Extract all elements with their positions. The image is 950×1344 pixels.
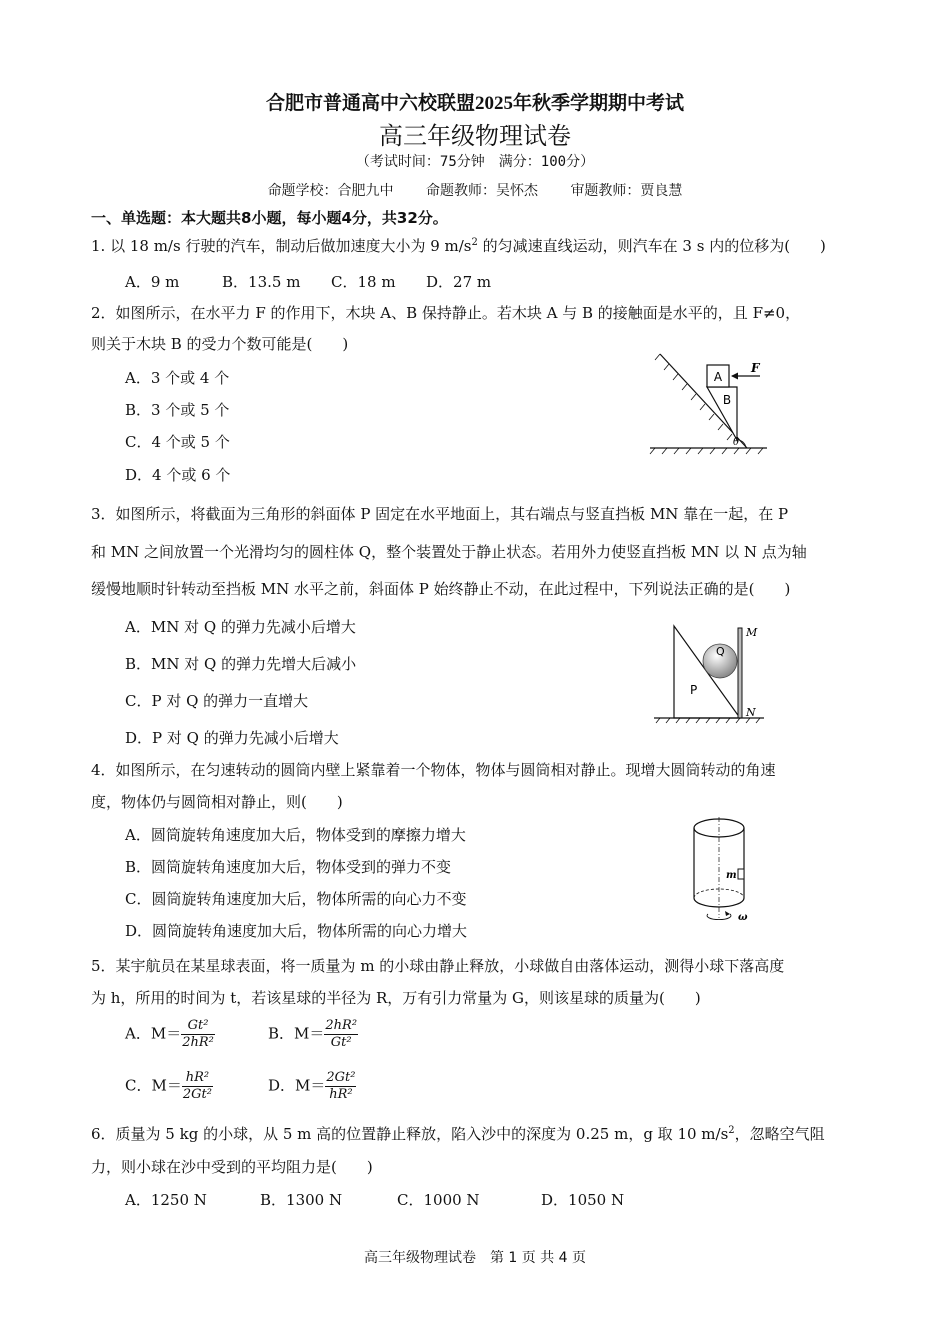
q6-option-a: A．1250 N: [125, 1191, 207, 1209]
label-a: A: [713, 370, 723, 384]
ground-hatching: [656, 718, 760, 723]
q6-option-c: C．1000 N: [397, 1191, 480, 1209]
label-m: M: [746, 626, 758, 639]
q3-line2: 和 MN 之间放置一个光滑均匀的圆柱体 Q，整个装置处于静止状态。若用外力使竖直挡板 MN 以 N 点为轴: [91, 543, 807, 561]
q6-option-b: B．1300 N: [260, 1191, 343, 1209]
q1-text-a: 1. 以 18 m/s 行驶的汽车，制动后做加速度大小为 9 m/s: [91, 237, 472, 255]
q5-d-prefix: D．M＝: [268, 1076, 326, 1095]
q2-option-b: B．3 个或 5 个: [125, 401, 230, 419]
q3-line3: 缓慢地顺时针转动至挡板 MN 水平之前，斜面体 P 始终静止不动，在此过程中，下列说法正确的是( ): [91, 580, 791, 598]
q3-option-d: D．P 对 Q 的弹力先减小后增大: [125, 729, 339, 747]
q5-d-den: hR²: [329, 1087, 353, 1102]
q4-option-a: A．圆筒旋转角速度加大后，物体受到的摩擦力增大: [125, 826, 466, 844]
label-q: Q: [716, 645, 725, 658]
q2-line1: 2．如图所示，在水平力 F 的作用下，木块 A、B 保持静止。若木块 A 与 B 的接触面是水平的，且 F≠0，: [91, 304, 801, 322]
q5-b-den: Gt²: [330, 1035, 352, 1050]
reviewer: 审题教师：贾良慧: [570, 183, 683, 199]
page-footer: 高三年级物理试卷 第 1 页 共 4 页: [363, 1250, 587, 1266]
q1-option-a: A．9 m: [125, 273, 180, 291]
q4-line1: 4．如图所示，在匀速转动的圆筒内壁上紧靠着一个物体，物体与圆筒相对静止。现增大圆筒转动的角速: [91, 761, 776, 779]
q6-text-a: 6．质量为 5 kg 的小球，从 5 m 高的位置静止释放，陷入沙中的深度为 0.25 m，g 取 10 m/s: [91, 1125, 729, 1143]
q5-option-d: [268, 1070, 356, 1103]
q3-figure: [652, 622, 767, 724]
authors-line: [0, 180, 950, 200]
label-f: F: [751, 361, 760, 375]
board-mn: [738, 628, 742, 718]
q5-option-a: [125, 1018, 215, 1051]
q5-a-prefix: A．M＝: [125, 1024, 182, 1043]
q5-c-prefix: C．M＝: [125, 1076, 182, 1095]
q3-option-c: C．P 对 Q 的弹力一直增大: [125, 692, 309, 710]
q5-b-fraction: [324, 1018, 358, 1051]
q5-c-fraction: [182, 1070, 213, 1103]
q6-line1: [91, 1124, 825, 1144]
q5-c-num: hR²: [182, 1070, 213, 1087]
label-m: m: [726, 870, 737, 881]
q5-option-c: [125, 1070, 213, 1103]
q1-sup: 2: [471, 237, 478, 248]
q5-line1: 5．某宇航员在某星球表面，将一质量为 m 的小球由静止释放，小球做自由落体运动，测得小球下落高度: [91, 957, 785, 975]
q6-line2: 力，则小球在沙中受到的平均阻力是( ): [91, 1158, 373, 1176]
q4-option-d: D．圆筒旋转角速度加大后，物体所需的向心力增大: [125, 922, 468, 940]
force-arrowhead: [731, 373, 738, 380]
q3-option-a: A．MN 对 Q 的弹力先减小后增大: [125, 618, 356, 636]
q5-d-num: 2Gt²: [326, 1070, 356, 1085]
q5-a-num: Gt²: [181, 1018, 215, 1035]
q3-option-b: B．MN 对 Q 的弹力先增大后减小: [125, 655, 357, 673]
q2-option-c: C．4 个或 5 个: [125, 433, 230, 451]
section-heading: 一、单选题：本大题共8小题，每小题4分，共32分。: [91, 209, 448, 227]
q5-b-num: 2hR²: [325, 1018, 358, 1033]
q1-option-b: B．13.5 m: [222, 273, 301, 291]
exam-title: 合肥市普通高中六校联盟2025年秋季学期期中考试: [265, 93, 684, 114]
q5-option-b: [268, 1018, 358, 1051]
school: 命题学校：合肥九中: [267, 183, 394, 199]
q2-option-a: A．3 个或 4 个: [125, 369, 230, 387]
q2-line2: 则关于木块 B 的受力个数可能是( ): [91, 335, 349, 353]
label-n: N: [746, 706, 756, 719]
q6-sup: 2: [728, 1125, 735, 1136]
label-p: P: [690, 683, 698, 697]
teacher: 命题教师：吴怀杰: [426, 183, 538, 199]
q5-b-prefix: B．M＝: [268, 1024, 325, 1043]
q1-option-c: C．18 m: [331, 273, 396, 291]
label-b: B: [722, 393, 732, 407]
q5-a-den: 2hR²: [182, 1035, 214, 1050]
q4-option-c: C．圆筒旋转角速度加大后，物体所需的向心力不变: [125, 890, 467, 908]
q6-option-d: D．1050 N: [541, 1191, 625, 1209]
q1-option-d: D．27 m: [426, 273, 492, 291]
q6-text-b: ，忽略空气阻: [734, 1125, 825, 1143]
q4-line2: 度，物体仍与圆筒相对静止，则( ): [91, 793, 343, 811]
label-theta: θ: [733, 437, 740, 448]
label-omega: ω: [738, 912, 748, 923]
q1-text-b: 的匀减速直线运动，则汽车在 3 s 内的位移为( ): [477, 237, 826, 255]
exam-info: （考试时间：75分钟 满分：100分）: [355, 154, 595, 170]
q5-d-fraction: [325, 1070, 356, 1103]
q5-c-den: 2Gt²: [182, 1087, 212, 1102]
q4-figure: [688, 814, 758, 930]
ground-hatching: [650, 448, 763, 454]
q5-a-fraction: [181, 1018, 215, 1051]
q2-figure: [645, 352, 770, 456]
q2-option-d: D．4 个或 6 个: [125, 466, 231, 484]
question-1: [91, 236, 826, 256]
q3-line1: 3．如图所示，将截面为三角形的斜面体 P 固定在水平地面上，其右端点与竖直挡板 MN 靠在一起，在 P: [91, 505, 789, 523]
object-m: [738, 869, 744, 879]
q5-line2: 为 h，所用的时间为 t，若该星球的半径为 R，万有引力常量为 G，则该星球的质量为( ): [91, 989, 701, 1007]
paper-title: 高三年级物理试卷: [379, 122, 571, 150]
q4-option-b: B．圆筒旋转角速度加大后，物体受到的弹力不变: [125, 858, 452, 876]
